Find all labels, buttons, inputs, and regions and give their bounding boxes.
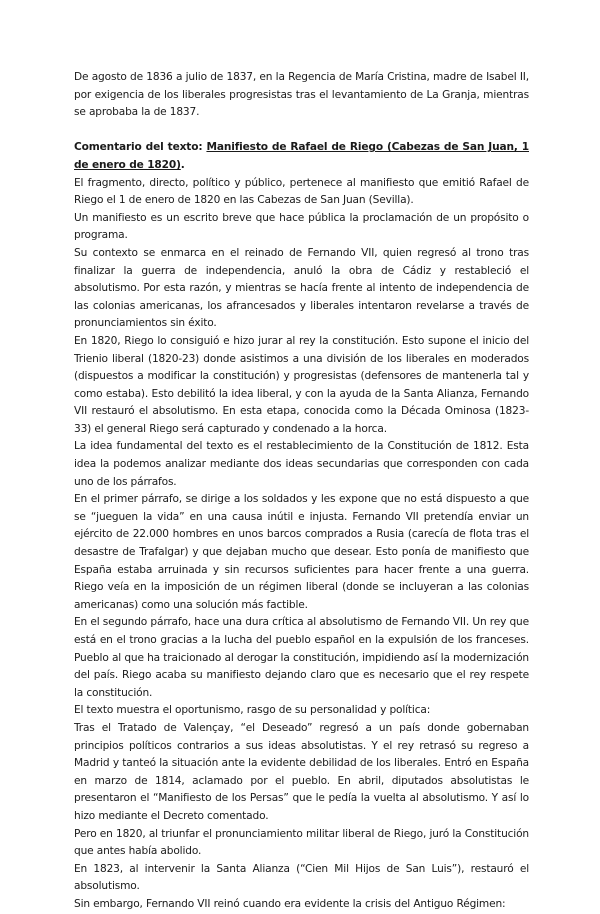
heading-suffix: . xyxy=(180,158,185,171)
heading-prefix: Comentario del texto: xyxy=(74,141,207,154)
intro-paragraph: De agosto de 1836 a julio de 1837, en la Regencia de María Cristina, madre de Isabel II, por exigencia de los liberales progresistas tras el levantamiento de La Granja, mientras se aprobaba la de 1837. xyxy=(74,71,529,119)
body-paragraph: En 1823, al intervenir la Santa Alianza (“Cien Mil Hijos de San Luis”), restauró el absolutismo. xyxy=(74,862,529,893)
document-page xyxy=(74,69,529,914)
body-paragraph: Sin embargo, Fernando VII reinó cuando era evidente la crisis del Antiguo Régimen: xyxy=(74,897,506,910)
body-paragraph: El fragmento, directo, político y público, pertenece al manifiesto que emitió Rafael de Riego el 1 de enero de 1820 en las Cabezas de San Juan (Sevilla). xyxy=(74,176,529,207)
body-paragraph: Tras el Tratado de Valençay, “el Deseado” regresó a un país donde gobernaban principios políticos contrarios a sus ideas absolutistas. Y el rey retrasó su regreso a Madrid y tanteó la situación ante la evidente debilidad de los liberales. Entró en España en marzo de 1814, aclamado por el pueblo. En abril, diputados absolutistas le presentaron el “Manifiesto de los Persas” que le pedía la vuelta al absolutismo. Y así lo hizo mediante el Decreto comentado. xyxy=(74,721,529,822)
body-paragraph: En el segundo párrafo, hace una dura crítica al absolutismo de Fernando VII. Un rey que está en el trono gracias a la lucha del pueblo español en la expulsión de los franceses. Pueblo al que ha traicionado al derogar la constitución, impidiendo así la modernización del país. Riego acaba su manifiesto dejando claro que es necesario que el rey respete la constitución. xyxy=(74,616,529,699)
body-paragraph: Su contexto se enmarca en el reinado de Fernando VII, quien regresó al trono tras finalizar la guerra de independencia, anuló la obra de Cádiz y restableció el absolutismo. Por esta razón, y mientras se hacía frente al intento de independencia de las colonias americanas, los afrancesados y liberales intentaron revelarse a través de pronunciamientos sin éxito. xyxy=(74,246,529,330)
body-paragraph: Pero en 1820, al triunfar el pronunciamiento militar liberal de Riego, juró la Constitución que antes había abolido. xyxy=(74,827,529,858)
body-paragraph: El texto muestra el oportunismo, rasgo de su personalidad y política: xyxy=(74,704,431,717)
body-paragraph: La idea fundamental del texto es el restablecimiento de la Constitución de 1812. Esta idea la podemos analizar mediante dos ideas secundarias que corresponden con cada uno de los párrafos. xyxy=(74,440,529,488)
paragraph-gap xyxy=(74,122,529,140)
body-paragraph: En el primer párrafo, se dirige a los soldados y les expone que no está dispuesto a que se “jueguen la vida” en una causa inútil e injusta. Fernando VII pretendía enviar un ejército de 22.000 hombres en unos barcos comprados a Rusia (carecía de flota tras el desastre de Trafalgar) y que dejaban mucho que desear. Esto ponía de manifiesto que España estaba arruinada y sin recursos suficientes para hacer frente a una guerra. Riego veía en la imposición de un régimen liberal (donde se incluyeran a las colonias americanas) como una solución más factible. xyxy=(74,493,529,611)
commentary-heading xyxy=(74,139,529,174)
body-paragraph: Un manifiesto es un escrito breve que hace pública la proclamación de un propósito o programa. xyxy=(74,211,529,242)
body-paragraph: En 1820, Riego lo consiguió e hizo jurar al rey la constitución. Esto supone el inicio del Trienio liberal (1820-23) donde asistimos a una división de los liberales en moderados (dispuestos a modificar la constitución) y progresistas (defensores de mantenerla tal y como estaba). Esto debilitó la idea liberal, y con la ayuda de la Santa Alianza, Fernando VII restauró el absolutismo. En esta etapa, conocida como la Década Ominosa (1823-33) el general Riego será capturado y condenado a la horca. xyxy=(74,334,529,435)
heading-title: Manifiesto de Rafael de Riego (Cabezas de San Juan, 1 de enero de 1820) xyxy=(74,141,529,171)
